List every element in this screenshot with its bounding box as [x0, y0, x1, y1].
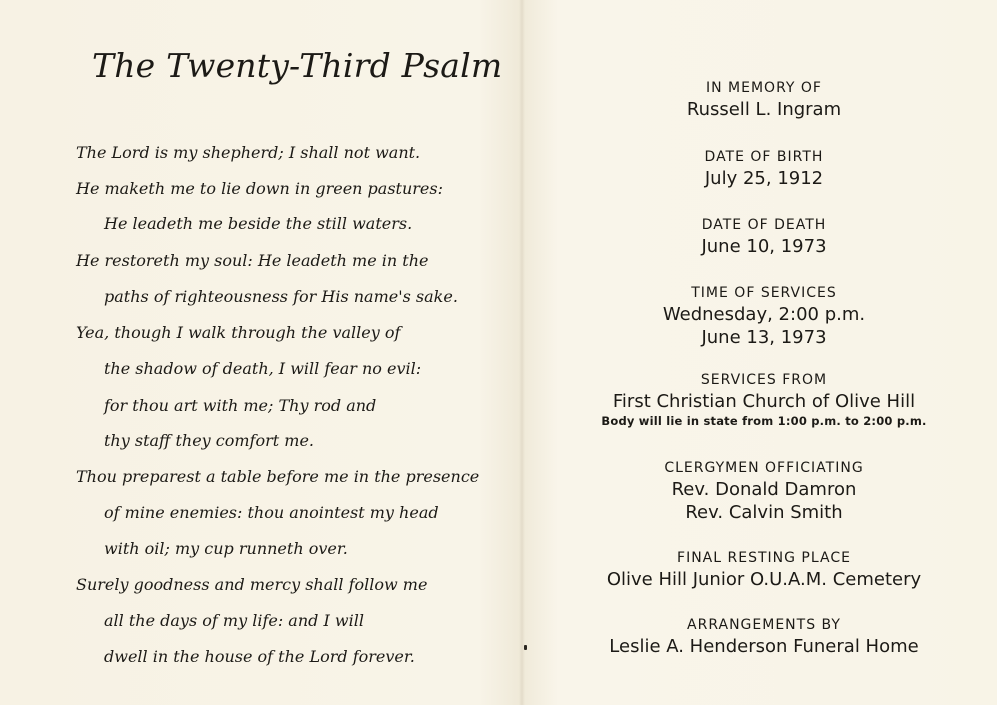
resting-place-label: FINAL RESTING PLACE [677, 550, 851, 566]
services-location: First Christian Church of Olive Hill [612, 391, 916, 412]
services-time-label: TIME OF SERVICES [691, 285, 837, 301]
psalm-line: of mine enemies: thou anointest my head [104, 503, 439, 522]
services-from-block [525, 370, 997, 430]
in-memory-label: IN MEMORY OF [706, 80, 822, 96]
services-day-time: Wednesday, 2:00 p.m. [662, 304, 866, 325]
lie-in-state-note: Body will lie in state from 1:00 p.m. to 2:00 p.m. [601, 414, 927, 428]
psalm-line: thy staff they comfort me. [104, 431, 314, 450]
psalm-line: Yea, though I walk through the valley of [76, 323, 401, 342]
birth-label: DATE OF BIRTH [704, 149, 824, 165]
clergy-name: Rev. Calvin Smith [685, 502, 843, 523]
psalm-line: for thou art with me; Thy rod and [104, 396, 377, 415]
funeral-home-name: Leslie A. Henderson Funeral Home [609, 636, 919, 657]
psalm-line: Thou preparest a table before me in the presence [76, 467, 480, 486]
psalm-title: The Twenty-Third Psalm [92, 46, 503, 85]
death-block [525, 215, 997, 258]
psalm-line: paths of righteousness for His name's sake. [104, 287, 458, 306]
clergy-label: CLERGYMEN OFFICIATING [664, 460, 864, 476]
death-label: DATE OF DEATH [701, 217, 827, 233]
psalm-line: with oil; my cup runneth over. [104, 539, 348, 558]
psalm-line: Surely goodness and mercy shall follow me [76, 575, 428, 594]
arrangements-label: ARRANGEMENTS BY [687, 617, 841, 633]
psalm-line: the shadow of death, I will fear no evil: [104, 359, 422, 378]
arrangements-block [525, 615, 997, 658]
psalm-line: He restoreth my soul: He leadeth me in the [76, 251, 429, 270]
birth-block [525, 147, 997, 190]
clergy-name: Rev. Donald Damron [671, 479, 857, 500]
psalm-line: He leadeth me beside the still waters. [104, 214, 413, 233]
services-date: June 13, 1973 [701, 327, 827, 348]
resting-place-block [525, 548, 997, 591]
services-time-block [525, 283, 997, 349]
psalm-line: dwell in the house of the Lord forever. [104, 647, 415, 666]
clergy-block [525, 458, 997, 524]
psalm-line: He maketh me to lie down in green pastures: [76, 179, 443, 198]
resting-place-name: Olive Hill Junior O.U.A.M. Cemetery [606, 569, 922, 590]
birth-date: July 25, 1912 [704, 168, 824, 189]
obituary-panel [525, 0, 997, 705]
psalm-line: all the days of my life: and I will [104, 611, 364, 630]
services-from-label: SERVICES FROM [700, 372, 828, 388]
death-date: June 10, 1973 [701, 236, 827, 257]
psalm-line: The Lord is my shepherd; I shall not want. [76, 143, 421, 162]
deceased-name: Russell L. Ingram [686, 99, 842, 120]
in-memory-block [525, 78, 997, 121]
